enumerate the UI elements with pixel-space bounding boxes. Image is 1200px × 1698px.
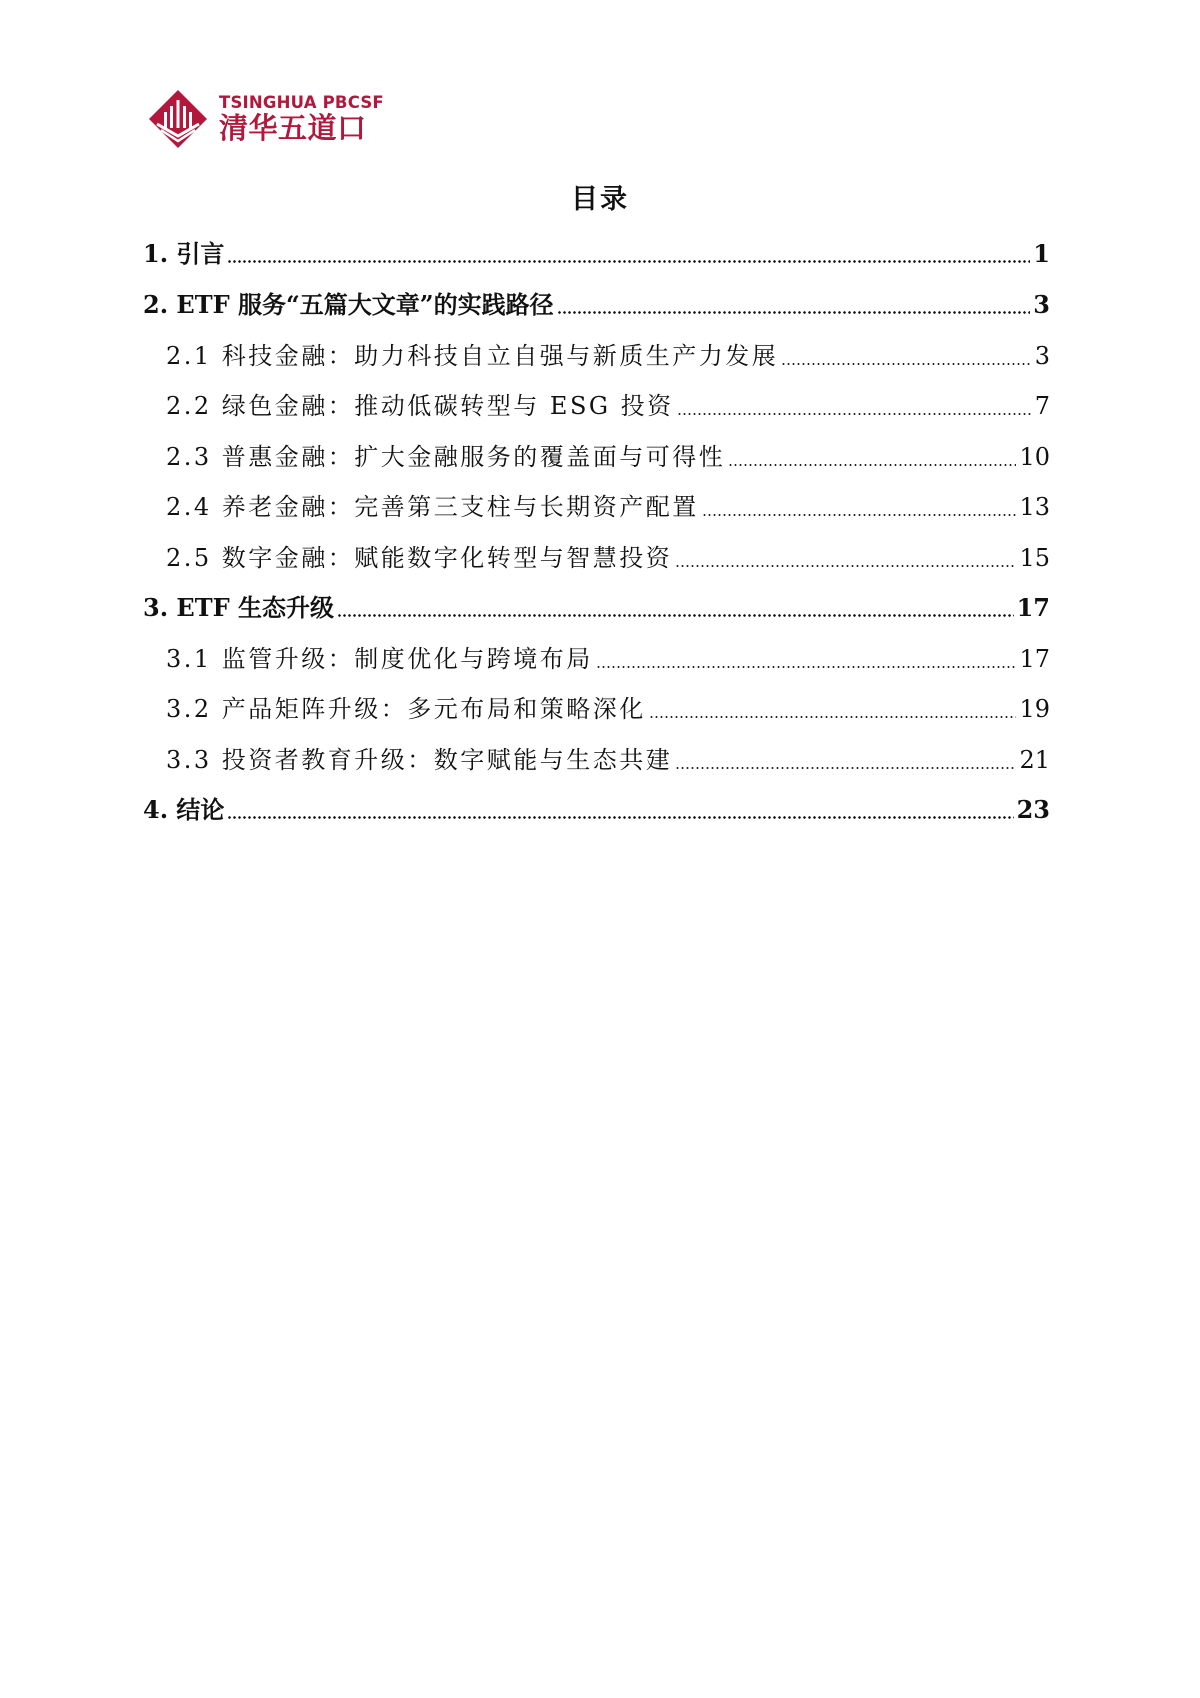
toc-entry-page-number: 23 — [1016, 795, 1050, 824]
toc-entry-label: 2.1 科技金融：助力科技自立自强与新质生产力发展 — [166, 342, 779, 370]
toc-entry-page-number: 3 — [1034, 342, 1050, 370]
toc-dot-leader — [728, 464, 1016, 466]
toc-entry-page-number: 10 — [1019, 443, 1050, 471]
toc-entry[interactable] — [166, 388, 1050, 424]
toc-dot-leader — [677, 413, 1032, 415]
toc-entry[interactable] — [166, 338, 1050, 374]
toc-entry-page-number: 3 — [1033, 290, 1050, 319]
toc-entry[interactable] — [166, 489, 1050, 525]
logo-english-name: TSINGHUA PBCSF — [219, 93, 384, 112]
toc-entry[interactable] — [166, 691, 1050, 727]
toc-entry[interactable] — [166, 742, 1050, 778]
toc-entry-label: 1. 引言 — [143, 239, 225, 268]
toc-entry-page-number: 19 — [1019, 695, 1050, 723]
toc-dot-leader — [675, 565, 1016, 567]
toc-entry[interactable] — [143, 287, 1050, 323]
toc-entry-label: 3.1 监管升级：制度优化与跨境布局 — [166, 645, 593, 673]
toc-entry-page-number: 15 — [1019, 544, 1050, 572]
toc-dot-leader — [557, 311, 1031, 314]
toc-dot-leader — [702, 514, 1017, 516]
toc-entry-label: 2.4 养老金融：完善第三支柱与长期资产配置 — [166, 493, 699, 521]
toc-dot-leader — [675, 767, 1016, 769]
toc-entry-label: 4. 结论 — [143, 795, 225, 824]
toc-entry[interactable] — [166, 540, 1050, 576]
toc-entry-page-number: 13 — [1019, 493, 1050, 521]
toc-entry[interactable] — [143, 590, 1050, 626]
toc-dot-leader — [227, 260, 1030, 263]
toc-entry[interactable] — [143, 236, 1050, 272]
toc-dot-leader — [649, 716, 1017, 718]
toc-dot-leader — [781, 363, 1031, 365]
toc-dot-leader — [596, 666, 1017, 668]
toc-dot-leader — [227, 816, 1013, 819]
toc-entry[interactable] — [166, 439, 1050, 475]
toc-entry-label: 2. ETF 服务“五篇大文章”的实践路径 — [143, 290, 554, 319]
pbcsf-emblem-icon — [147, 88, 209, 150]
toc-entry-page-number: 21 — [1019, 746, 1050, 774]
toc-entry-label: 2.2 绿色金融：推动低碳转型与 ESG 投资 — [166, 392, 674, 420]
toc-entry[interactable] — [166, 641, 1050, 677]
toc-entry-label: 3.3 投资者教育升级：数字赋能与生态共建 — [166, 746, 673, 774]
logo-wordmark — [219, 94, 384, 144]
toc-entry-label: 3.2 产品矩阵升级：多元布局和策略深化 — [166, 695, 646, 723]
toc-title: 目录 — [571, 184, 629, 215]
toc-dot-leader — [337, 614, 1014, 617]
toc-entry-page-number: 7 — [1034, 392, 1050, 420]
logo-chinese-name: 清华五道口 — [219, 111, 367, 145]
toc-entry-label: 2.3 普惠金融：扩大金融服务的覆盖面与可得性 — [166, 443, 726, 471]
toc-entry-label: 2.5 数字金融：赋能数字化转型与智慧投资 — [166, 544, 673, 572]
toc-entry[interactable] — [143, 792, 1050, 828]
toc-entry-page-number: 17 — [1019, 645, 1050, 673]
toc-entry-page-number: 1 — [1033, 239, 1050, 268]
toc-entry-page-number: 17 — [1016, 593, 1050, 622]
toc-entry-label: 3. ETF 生态升级 — [143, 593, 334, 622]
tsinghua-pbcsf-logo — [147, 86, 384, 152]
